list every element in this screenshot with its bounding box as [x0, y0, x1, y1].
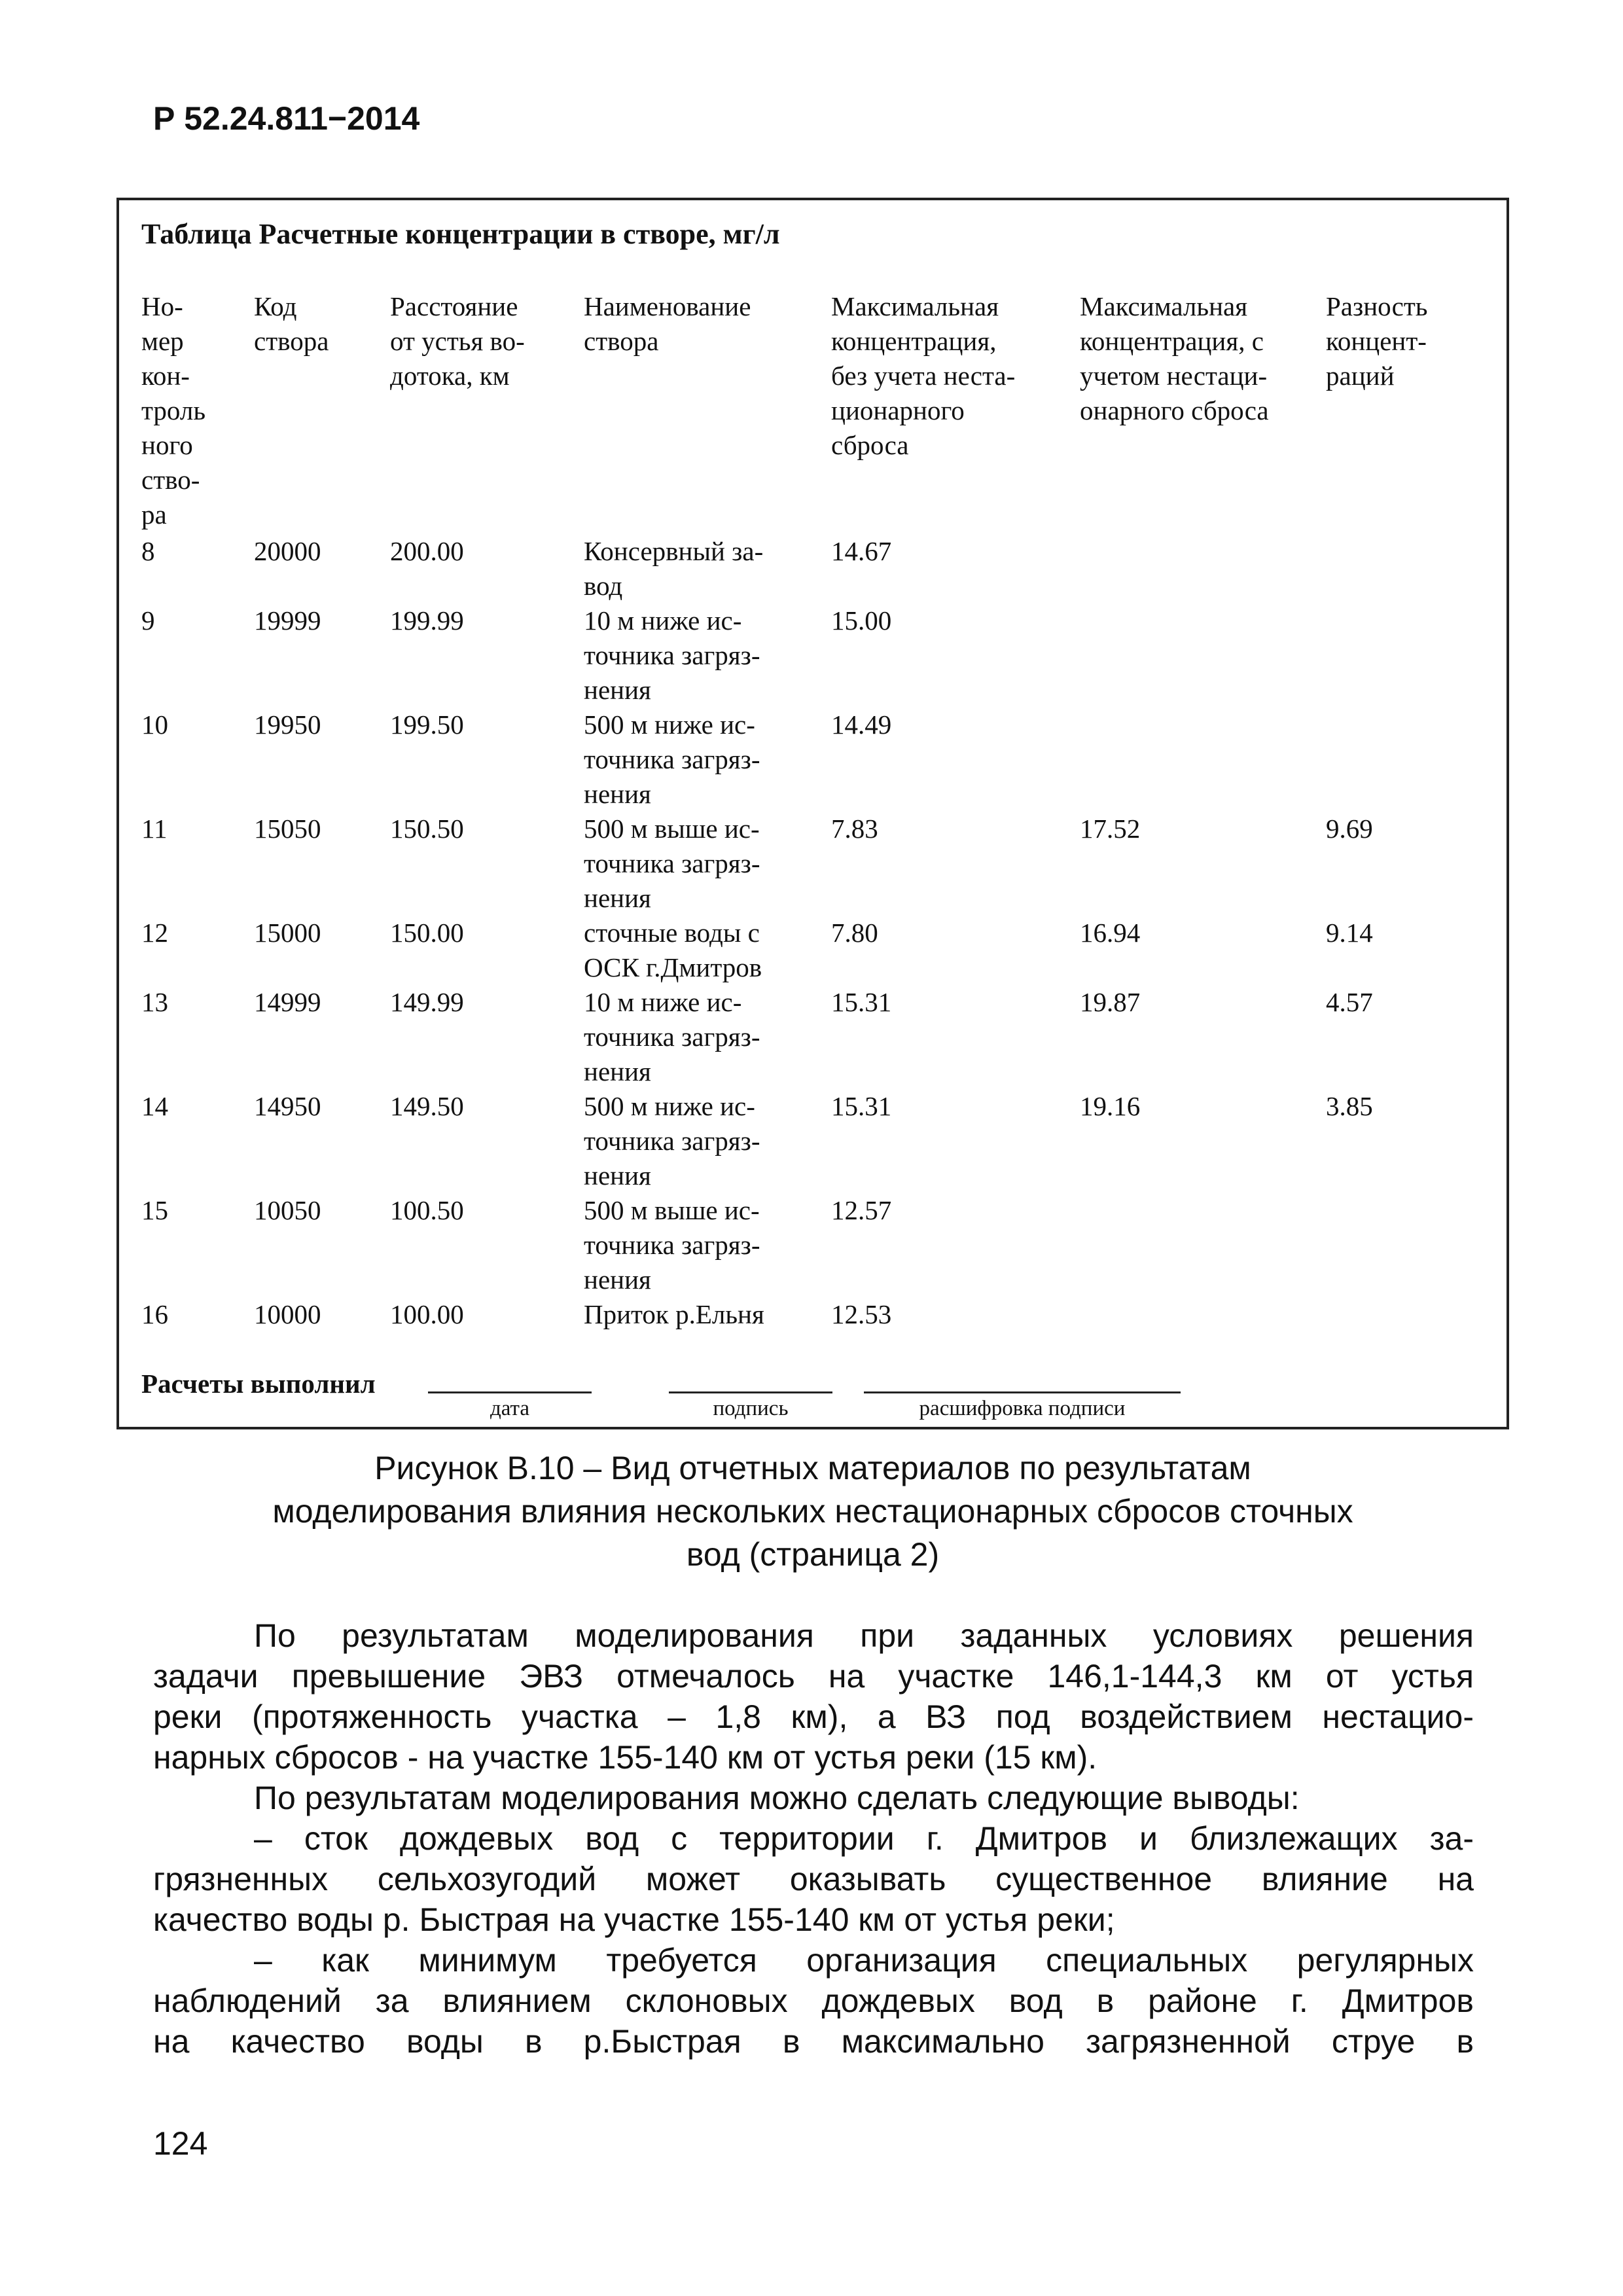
signature-label: Расчеты выполнил — [141, 1369, 376, 1399]
caption-line: моделирования влияния нескольких нестационарных сбросов сточных — [272, 1493, 1353, 1530]
cell-difference: 4.57 — [1326, 987, 1373, 1017]
body-line: реки (протяженность участка – 1,8 км), а ВЗ под воздействием нестацио- — [153, 1698, 1474, 1735]
body-line: задачи превышение ЭВЗ отмечалось на участке 146,1-144,3 км от устья — [153, 1658, 1474, 1695]
caption-line: вод (страница 2) — [686, 1536, 940, 1573]
cell-max-without: 14.49 — [831, 709, 892, 740]
cell-max-without: 15.00 — [831, 605, 892, 636]
cell-max-without: 14.67 — [831, 536, 892, 566]
cell-name: 500 м выше ис- точника загряз- нения — [584, 814, 760, 913]
cell-distance: 150.00 — [390, 918, 464, 948]
cell-code: 19999 — [254, 605, 321, 636]
cell-code: 19950 — [254, 709, 321, 740]
column-header-difference: Разность концент- раций — [1326, 291, 1428, 391]
cell-distance: 150.50 — [390, 814, 464, 844]
body-line: нарных сбросов - на участке 155-140 км от устья реки (15 км). — [153, 1739, 1097, 1776]
column-header-max-with: Максимальная концентрация, с учетом нестаци- онарного сброса — [1080, 291, 1269, 425]
cell-code: 20000 — [254, 536, 321, 566]
caption-line: Рисунок В.10 – Вид отчетных материалов по результатам — [374, 1450, 1251, 1486]
cell-max-without: 15.31 — [831, 987, 892, 1017]
cell-max-without: 7.80 — [831, 918, 878, 948]
document-code: Р 52.24.811−2014 — [153, 100, 420, 137]
cell-number: 15 — [141, 1195, 168, 1225]
cell-max-with: 19.16 — [1080, 1091, 1141, 1121]
cell-name: 10 м ниже ис- точника загряз- нения — [584, 987, 760, 1086]
cell-name: 10 м ниже ис- точника загряз- нения — [584, 605, 760, 705]
cell-name: Приток р.Ельня — [584, 1299, 764, 1329]
cell-name: сточные воды с ОСК г.Дмитров — [584, 918, 762, 982]
cell-difference: 9.14 — [1326, 918, 1373, 948]
cell-number: 10 — [141, 709, 168, 740]
cell-distance: 149.99 — [390, 987, 464, 1017]
cell-name: 500 м выше ис- точника загряз- нения — [584, 1195, 760, 1295]
cell-distance: 149.50 — [390, 1091, 464, 1121]
cell-number: 14 — [141, 1091, 168, 1121]
name-decode-caption: расшифровка подписи — [919, 1397, 1126, 1420]
cell-number: 8 — [141, 536, 155, 566]
column-header-distance: Расстояние от устья во- дотока, км — [390, 291, 525, 391]
cell-max-without: 7.83 — [831, 814, 878, 844]
cell-difference: 3.85 — [1326, 1091, 1373, 1121]
date-line — [428, 1391, 592, 1393]
cell-code: 15050 — [254, 814, 321, 844]
body-line: на качество воды в р.Быстрая в максимально загрязненной струе в — [153, 2023, 1474, 2060]
body-line: По результатам моделирования можно сделать следующие выводы: — [254, 1780, 1300, 1816]
cell-code: 15000 — [254, 918, 321, 948]
cell-distance: 100.50 — [390, 1195, 464, 1225]
cell-distance: 199.99 — [390, 605, 464, 636]
date-caption: дата — [490, 1397, 530, 1420]
name-decode-line — [864, 1391, 1181, 1393]
cell-max-without: 12.53 — [831, 1299, 892, 1329]
table-title: Таблица Расчетные концентрации в створе, мг/л — [141, 218, 780, 250]
cell-difference: 9.69 — [1326, 814, 1373, 844]
column-header-name: Наименование створа — [584, 291, 751, 356]
cell-number: 9 — [141, 605, 155, 636]
cell-max-with: 19.87 — [1080, 987, 1141, 1017]
column-header-max-without: Максимальная концентрация, без учета неста- ционарного сброса — [831, 291, 1016, 460]
figure-caption — [116, 1446, 1509, 1576]
cell-name: 500 м ниже ис- точника загряз- нения — [584, 709, 760, 809]
cell-code: 14999 — [254, 987, 321, 1017]
column-header-number: Но- мер кон- троль ного ство- ра — [141, 291, 206, 529]
cell-distance: 199.50 — [390, 709, 464, 740]
cell-distance: 100.00 — [390, 1299, 464, 1329]
cell-number: 16 — [141, 1299, 168, 1329]
page-number: 124 — [153, 2125, 208, 2162]
body-line: грязненных сельхозугодий может оказывать существенное влияние на — [153, 1861, 1474, 1897]
body-line: По результатам моделирования при заданных условиях решения — [254, 1617, 1474, 1654]
cell-max-without: 15.31 — [831, 1091, 892, 1121]
cell-name: 500 м ниже ис- точника загряз- нения — [584, 1091, 760, 1191]
cell-code: 10050 — [254, 1195, 321, 1225]
cell-number: 11 — [141, 814, 168, 844]
cell-number: 13 — [141, 987, 168, 1017]
body-line: – сток дождевых вод с территории г. Дмитров и близлежащих за- — [254, 1820, 1474, 1857]
cell-distance: 200.00 — [390, 536, 464, 566]
body-line: наблюдений за влиянием склоновых дождевых вод в районе г. Дмитров — [153, 1982, 1474, 2019]
column-header-code: Код створа — [254, 291, 329, 356]
signature-line — [669, 1391, 832, 1393]
cell-name: Консервный за- вод — [584, 536, 764, 601]
signature-caption: подпись — [713, 1397, 789, 1420]
report-frame — [116, 198, 1509, 1429]
body-line: качество воды р. Быстрая на участке 155-140 км от устья реки; — [153, 1901, 1115, 1938]
cell-max-with: 17.52 — [1080, 814, 1141, 844]
cell-max-without: 12.57 — [831, 1195, 892, 1225]
body-line: – как минимум требуется организация специальных регулярных — [254, 1942, 1474, 1979]
cell-max-with: 16.94 — [1080, 918, 1141, 948]
cell-code: 14950 — [254, 1091, 321, 1121]
cell-code: 10000 — [254, 1299, 321, 1329]
body-text — [153, 1615, 1474, 2062]
cell-number: 12 — [141, 918, 168, 948]
